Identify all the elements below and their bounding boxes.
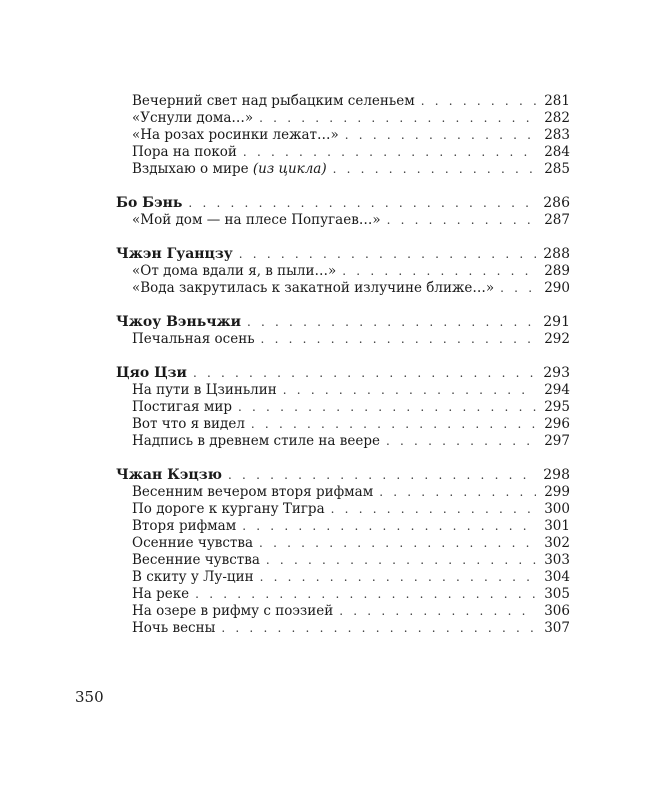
- toc-entry: [116, 569, 570, 586]
- toc-entry: [116, 93, 570, 110]
- dot-leader: [239, 246, 536, 263]
- page-number: 292: [544, 331, 570, 347]
- page-number: 306: [544, 603, 570, 619]
- toc-entry: [116, 501, 570, 518]
- dot-leader: [387, 212, 536, 229]
- toc-author: [116, 365, 570, 382]
- dot-leader: [188, 195, 536, 212]
- entry-title: Печальная осень: [132, 331, 255, 347]
- toc-entry: [116, 263, 570, 280]
- dot-leader: [228, 467, 536, 484]
- page-number: 282: [544, 110, 570, 126]
- entry-title: «Вода закрутилась к закатной излучине ближе…»: [132, 280, 495, 296]
- toc-entry: [116, 127, 570, 144]
- toc-author: [116, 314, 570, 331]
- entry-title: «От дома вдали я, в пыли…»: [132, 263, 337, 279]
- dot-leader: [238, 399, 536, 416]
- entry-title: [132, 161, 333, 178]
- entry-title: «На розах росинки лежат…»: [132, 127, 339, 143]
- entry-title: «Мой дом — на плесе Попугаев…»: [132, 212, 381, 228]
- page-number: 307: [544, 620, 570, 636]
- dot-leader: [221, 620, 536, 637]
- toc-entry: [116, 416, 570, 433]
- toc-group: [116, 314, 570, 348]
- entry-title: Весенним вечером вторя рифмам: [132, 484, 374, 500]
- dot-leader: [243, 144, 536, 161]
- toc-author: [116, 246, 570, 263]
- page-number: 297: [544, 433, 570, 449]
- entry-title: На реке: [132, 586, 190, 602]
- dot-leader: [379, 484, 536, 501]
- toc-author: [116, 195, 570, 212]
- toc-entry: [116, 144, 570, 161]
- author-name: Чжан Кэцзю: [116, 467, 223, 483]
- dot-leader: [242, 518, 536, 535]
- author-name: Чжэн Гуанцзу: [116, 246, 233, 262]
- table-of-contents: [116, 93, 570, 654]
- toc-entry: [116, 212, 570, 229]
- dot-leader: [331, 501, 536, 518]
- page-number: 293: [543, 365, 570, 381]
- dot-leader: [333, 161, 536, 178]
- dot-leader: [283, 382, 536, 399]
- toc-group: [116, 246, 570, 297]
- page-number: 284: [544, 144, 570, 160]
- toc-entry: [116, 586, 570, 603]
- page-number: 301: [544, 518, 570, 534]
- toc-entry: [116, 110, 570, 127]
- author-name: Цяо Цзи: [116, 365, 187, 381]
- author-name: Бо Бэнь: [116, 195, 183, 211]
- dot-leader: [345, 127, 536, 144]
- page-number: 286: [543, 195, 570, 211]
- toc-entry: [116, 433, 570, 450]
- page-number: 281: [544, 93, 570, 109]
- page-number: 285: [544, 161, 570, 177]
- page-folio: 350: [75, 688, 104, 706]
- page-number: 298: [543, 467, 570, 483]
- toc-entry: [116, 382, 570, 399]
- dot-leader: [247, 314, 536, 331]
- page-number: 305: [544, 586, 570, 602]
- entry-title: Пора на покой: [132, 144, 237, 160]
- dot-leader: [260, 569, 536, 586]
- entry-title: Вот что я видел: [132, 416, 245, 432]
- entry-title: Надпись в древнем стиле на веере: [132, 433, 380, 449]
- entry-title: Вечерний свет над рыбацким селеньем: [132, 93, 415, 109]
- page-number: 299: [544, 484, 570, 500]
- dot-leader: [339, 603, 536, 620]
- toc-entry: [116, 603, 570, 620]
- toc-group: [116, 467, 570, 637]
- page-number: 300: [544, 501, 570, 517]
- page-number: 289: [544, 263, 570, 279]
- page-number: 295: [544, 399, 570, 415]
- dot-leader: [342, 263, 536, 280]
- toc-group: [116, 195, 570, 229]
- dot-leader: [500, 280, 536, 297]
- dot-leader: [251, 416, 536, 433]
- toc-group: [116, 365, 570, 450]
- page-number: 302: [544, 535, 570, 551]
- page-number: 294: [544, 382, 570, 398]
- page-number: 303: [544, 552, 570, 568]
- dot-leader: [193, 365, 536, 382]
- entry-title: Осенние чувства: [132, 535, 254, 551]
- dot-leader: [266, 552, 536, 569]
- page-number: 296: [544, 416, 570, 432]
- toc-entry: [116, 552, 570, 569]
- dot-leader: [259, 110, 536, 127]
- toc-entry: [116, 399, 570, 416]
- page-number: 290: [544, 280, 570, 296]
- entry-title: Весенние чувства: [132, 552, 260, 568]
- toc-group: [116, 93, 570, 178]
- dot-leader: [259, 535, 536, 552]
- toc-entry: [116, 484, 570, 501]
- toc-entry: [116, 620, 570, 637]
- page-number: 283: [544, 127, 570, 143]
- entry-title: Ночь весны: [132, 620, 216, 636]
- entry-title-main: Вздыхаю о мире: [132, 161, 249, 177]
- dot-leader: [386, 433, 536, 450]
- dot-leader: [195, 586, 536, 603]
- entry-title: Постигая мир: [132, 399, 232, 415]
- author-name: Чжоу Вэньчжи: [116, 314, 241, 330]
- toc-entry: [116, 331, 570, 348]
- dot-leader: [421, 93, 536, 110]
- toc-entry: [116, 535, 570, 552]
- page-number: 287: [544, 212, 570, 228]
- entry-title: «Уснули дома…»: [132, 110, 254, 126]
- dot-leader: [261, 331, 536, 348]
- entry-title: По дороге к кургану Тигра: [132, 501, 325, 517]
- toc-entry: [116, 518, 570, 535]
- entry-title: На озере в рифму с поэзией: [132, 603, 334, 619]
- toc-entry: [116, 161, 570, 178]
- page-number: 304: [544, 569, 570, 585]
- toc-author: [116, 467, 570, 484]
- page-number: 288: [543, 246, 570, 262]
- entry-title: Вторя рифмам: [132, 518, 237, 534]
- toc-entry: [116, 280, 570, 297]
- page-number: 291: [543, 314, 570, 330]
- entry-title: В скиту у Лу-цин: [132, 569, 254, 585]
- entry-title: На пути в Цзиньлин: [132, 382, 277, 398]
- entry-title-note: (из цикла): [252, 161, 327, 177]
